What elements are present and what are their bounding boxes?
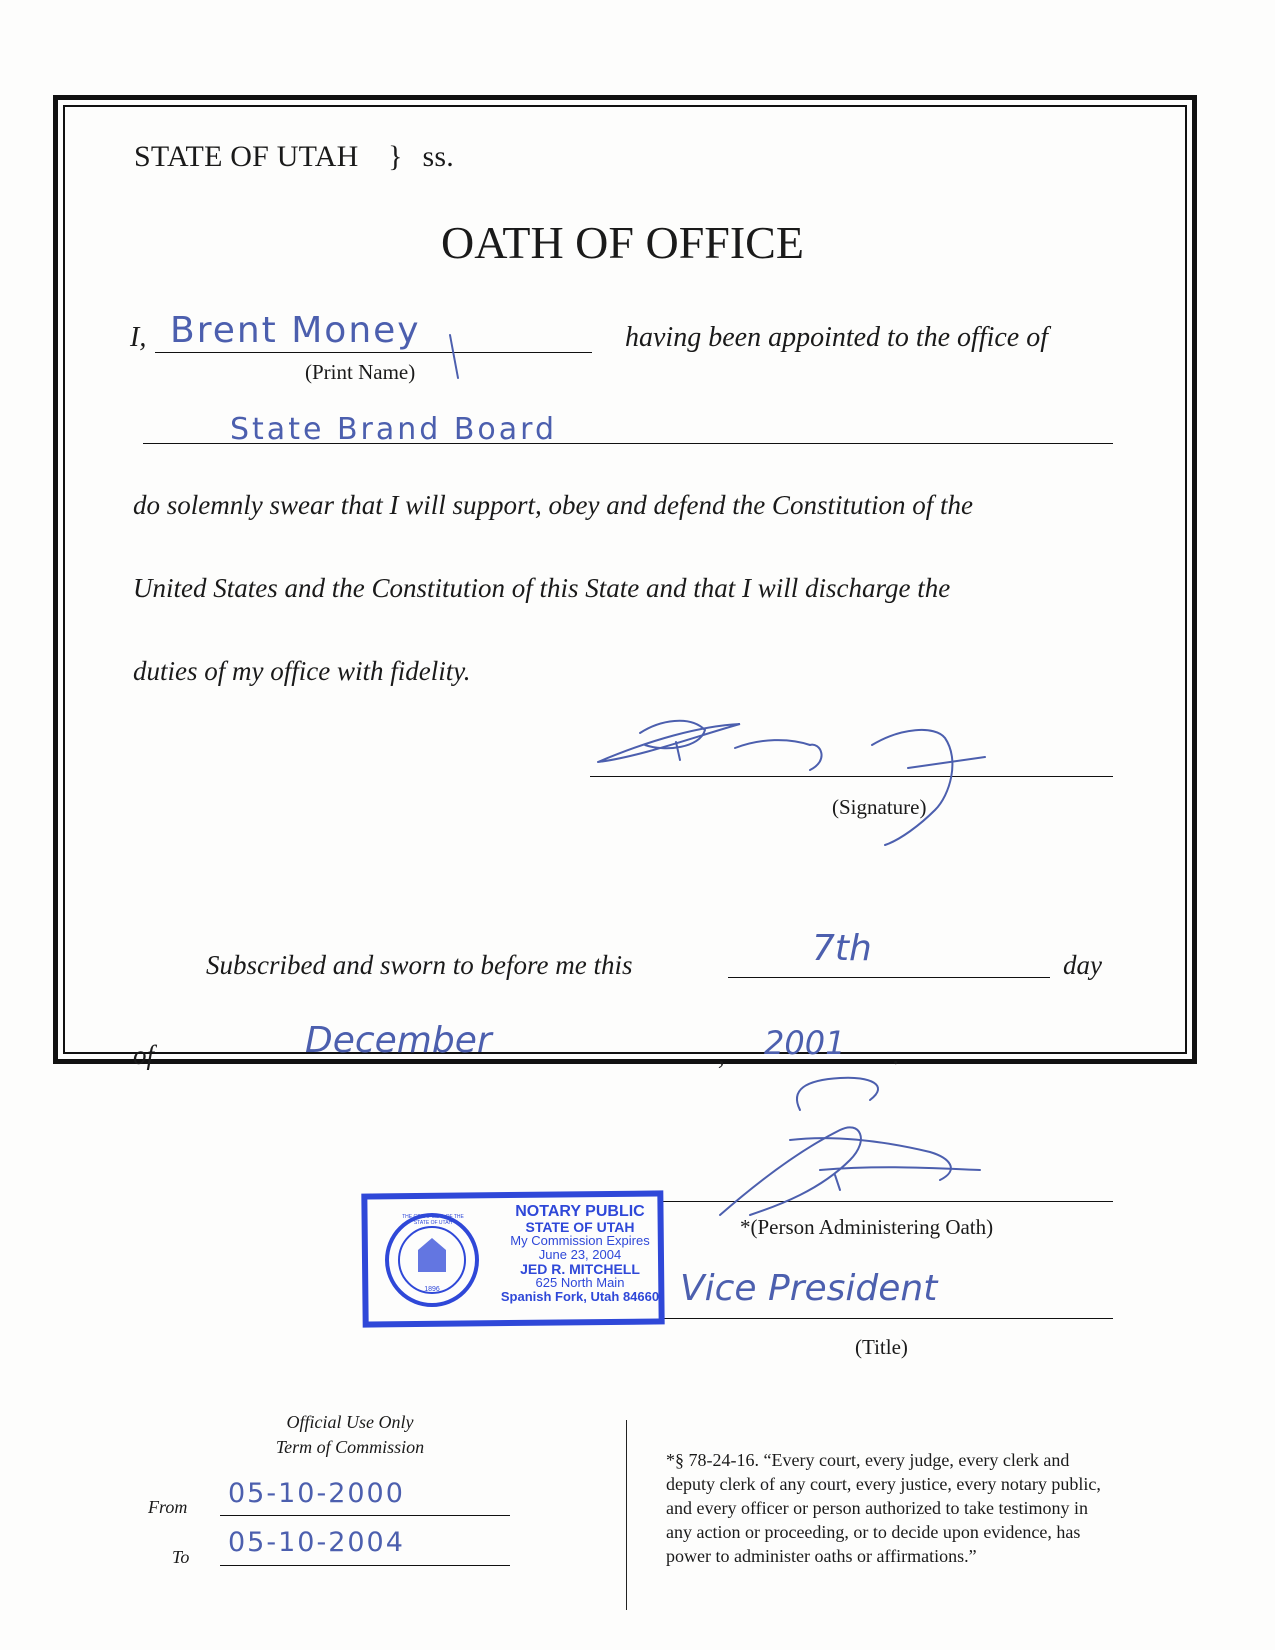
admin-signature-stroke-2: [797, 1078, 878, 1110]
seal-text: THE GREAT SEAL OF THE STATE OF UTAH: [402, 1214, 464, 1226]
appointed-text: having been appointed to the office of: [625, 322, 1049, 353]
state-name: STATE OF UTAH: [134, 140, 359, 173]
notary-line-3: My Commission Expires: [510, 1233, 650, 1248]
title-label: (Title): [855, 1335, 908, 1359]
footer-divider: [626, 1420, 627, 1610]
signature-stroke-1: [598, 724, 740, 762]
from-value: 05-10-2000: [228, 1478, 405, 1509]
office-handwritten: State Brand Board: [230, 412, 558, 447]
oath-line-1: do solemnly swear that I will support, obey and defend the Constitution of the: [133, 490, 973, 520]
date-period: .: [893, 1040, 900, 1070]
citation-line-2: deputy clerk of any court, every justice, every notary public,: [666, 1474, 1101, 1494]
sworn-text: Subscribed and sworn to before me this: [206, 950, 633, 980]
citation-block: [666, 1448, 1101, 1568]
day-handwritten: 7th: [812, 928, 872, 969]
to-label: To: [172, 1547, 190, 1567]
year-handwritten: 2001: [764, 1024, 846, 1062]
month-handwritten: December: [305, 1020, 492, 1061]
signature-label: (Signature): [832, 795, 927, 819]
seal-year: 1896: [424, 1286, 440, 1293]
signature-stroke-3: [676, 742, 680, 760]
name-prefix: I,: [130, 322, 147, 353]
date-comma: ,: [718, 1040, 725, 1070]
citation-line-5: power to administer oaths or affirmations.”: [666, 1546, 977, 1566]
notary-line-7: Spanish Fork, Utah 84660: [500, 1289, 660, 1304]
name-tail-stroke: [450, 335, 458, 378]
citation-line-4: any action or proceeding, or to decide upon evidence, has: [666, 1522, 1081, 1542]
to-value: 05-10-2004: [228, 1527, 405, 1558]
day-word: day: [1063, 950, 1102, 980]
admin-signature-stroke-4: [820, 1167, 980, 1170]
official-use-heading: Official Use Only: [286, 1412, 414, 1432]
signature-stroke-6: [908, 757, 985, 768]
from-line: [220, 1515, 510, 1516]
state-brace: }: [388, 140, 403, 173]
state-ss: ss.: [422, 140, 454, 173]
document-title: OATH OF OFFICE: [441, 217, 804, 268]
citation-line-3: and every officer or person authorized to take testimony in: [666, 1498, 1089, 1518]
notary-line-1: NOTARY PUBLIC: [515, 1203, 645, 1220]
term-heading: Term of Commission: [275, 1437, 425, 1457]
from-label: From: [148, 1497, 188, 1517]
citation-line-1: *§ 78-24-16. “Every court, every judge, every clerk and: [666, 1450, 1070, 1470]
ink-signature-strokes: [450, 335, 985, 1215]
seal-emblem-icon: [418, 1238, 446, 1272]
of-word: of: [133, 1040, 155, 1070]
notary-line-5: JED R. MITCHELL: [520, 1261, 640, 1277]
signature-stroke-5: [872, 730, 952, 845]
administrator-label: *(Person Administering Oath): [740, 1215, 994, 1239]
to-line: [220, 1565, 510, 1566]
name-handwritten: Brent Money: [170, 310, 421, 351]
oath-line-3: duties of my office with fidelity.: [133, 656, 471, 686]
notary-line-6: 625 North Main: [535, 1275, 625, 1290]
notary-line-2: STATE OF UTAH: [525, 1219, 635, 1235]
oath-line-2: United States and the Constitution of this State and that I will discharge the: [133, 573, 951, 603]
admin-signature-stroke-5: [835, 1175, 840, 1190]
notary-line-4: June 23, 2004: [538, 1247, 622, 1262]
title-handwritten: Vice President: [680, 1268, 938, 1309]
notary-stamp-text: [495, 1203, 665, 1304]
name-label: (Print Name): [305, 360, 416, 384]
signature-stroke-4: [735, 740, 822, 770]
